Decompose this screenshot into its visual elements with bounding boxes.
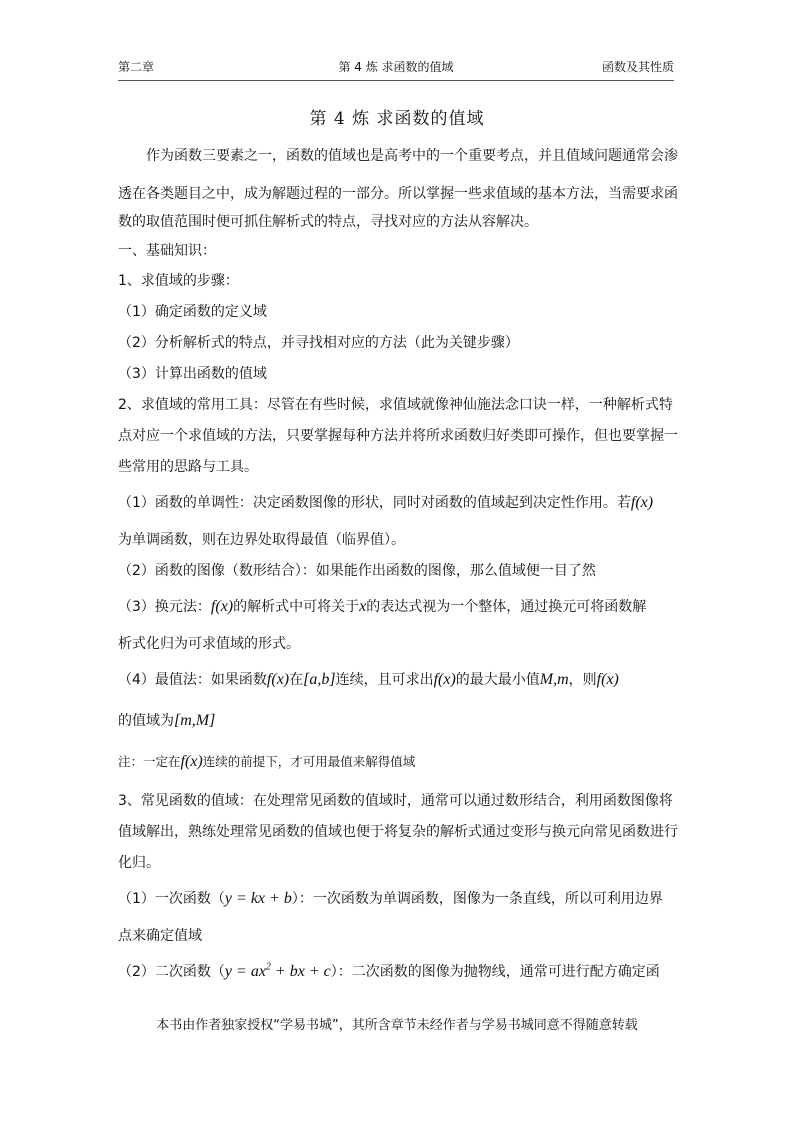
quadratic-function: （2）二次函数（$y = ax^2$ + bx + c）：二次函数的图像为抛物线，通常可进行配方确定函 (118, 961, 660, 980)
page-title: 第 4 炼 求函数的值域 (309, 109, 485, 129)
step-1: （1）确定函数的定义域 (118, 304, 267, 320)
intro-line-2: 透在各类题目之中，成为解题过程的一部分。所以掌握一些求值域的基本方法，当需要求函 (118, 186, 678, 202)
header-chapter: 第二章 (118, 60, 155, 74)
math-interval: [a,b] (303, 671, 336, 688)
math-fx: f(x) (433, 671, 456, 688)
tools-line-3: 些常用的思路与工具。 (118, 459, 258, 475)
math-fx: f(x) (180, 753, 203, 770)
common-line-1: 3、常见函数的值域：在处理常见函数的值域时，通常可以通过数形结合，利用函数图像将 (118, 793, 673, 809)
common-line-3: 化归。 (118, 855, 160, 871)
math-linear: y = kx + b (224, 890, 292, 907)
step-2: （2）分析解析式的特点，并寻找相对应的方法（此为关键步骤） (118, 335, 519, 351)
math-fx: f(x) (210, 598, 234, 615)
tool-extremum: （4）最值法：如果函数f(x)在[a,b]连续，且可求出f(x)的最大最小值M,m，则f(x) (118, 671, 619, 688)
step-3: （3）计算出函数的值域 (118, 366, 267, 382)
section-heading-basics: 一、基础知识： (118, 243, 216, 259)
tool-monotonicity: （1）函数的单调性：决定函数图像的形状，同时对函数的值域起到决定性作用。若f(x) (118, 494, 654, 511)
common-line-2: 值域解出，熟练处理常见函数的值域也便于将复杂的解析式通过变形与换元向常见函数进行 (118, 824, 678, 840)
header-topic: 函数及其性质 (601, 60, 674, 74)
math-fx: f(x) (266, 671, 290, 688)
page-header (118, 58, 674, 76)
tools-line-1: 2、求值域的常用工具：尽管在有些时候，求值域就像神仙施法念口诀一样，一种解析式特 (118, 397, 673, 413)
math-quadratic: $y = ax^2$ + bx + c (224, 961, 331, 980)
tool-substitution: （3）换元法：f(x)的解析式中可将关于x的表达式视为一个整体，通过换元可将函数解 (118, 598, 647, 615)
header-lesson: 第 4 炼 求函数的值域 (338, 60, 454, 74)
math-range: [m,M] (174, 712, 216, 729)
math-fx: f(x) (630, 494, 654, 511)
intro-line-1: 作为函数三要素之一，函数的值域也是高考中的一个重要考点，并且值域问题通常会渗 (146, 148, 678, 164)
intro-line-3: 数的取值范围时便可抓住解析式的特点，寻找对应的方法从容解决。 (118, 214, 538, 230)
linear-function-cont: 点来确定值域 (118, 928, 202, 944)
tool-extremum-cont: 的值域为[m,M] (118, 712, 216, 729)
math-x: x (359, 598, 367, 615)
math-fx: f(x) (596, 671, 619, 688)
tool-graph: （2）函数的图像（数形结合）：如果能作出函数的图像，那么值域便一目了然 (118, 563, 596, 579)
tool-substitution-cont: 析式化归为可求值域的形式。 (118, 636, 300, 652)
copyright-footer: 本书由作者独家授权“学易书城”，其所含章节未经作者与学易书城同意不得随意转载 (156, 1018, 638, 1033)
math-Mm: M,m (539, 671, 569, 688)
note: 注：一定在f(x)连续的前提下，才可用最值来解得值域 (118, 753, 416, 770)
tools-line-2: 点对应一个求值域的方法，只要掌握每种方法并将所求函数归好类即可操作，但也要掌握一 (118, 428, 678, 444)
tool-monotonicity-cont: 为单调函数，则在边界处取得最值（临界值）。 (118, 532, 405, 548)
header-divider (118, 80, 674, 81)
linear-function: （1）一次函数（y = kx + b）：一次函数为单调函数，图像为一条直线，所以可利用边界 (118, 890, 663, 907)
steps-heading: 1、求值域的步骤： (118, 273, 239, 289)
